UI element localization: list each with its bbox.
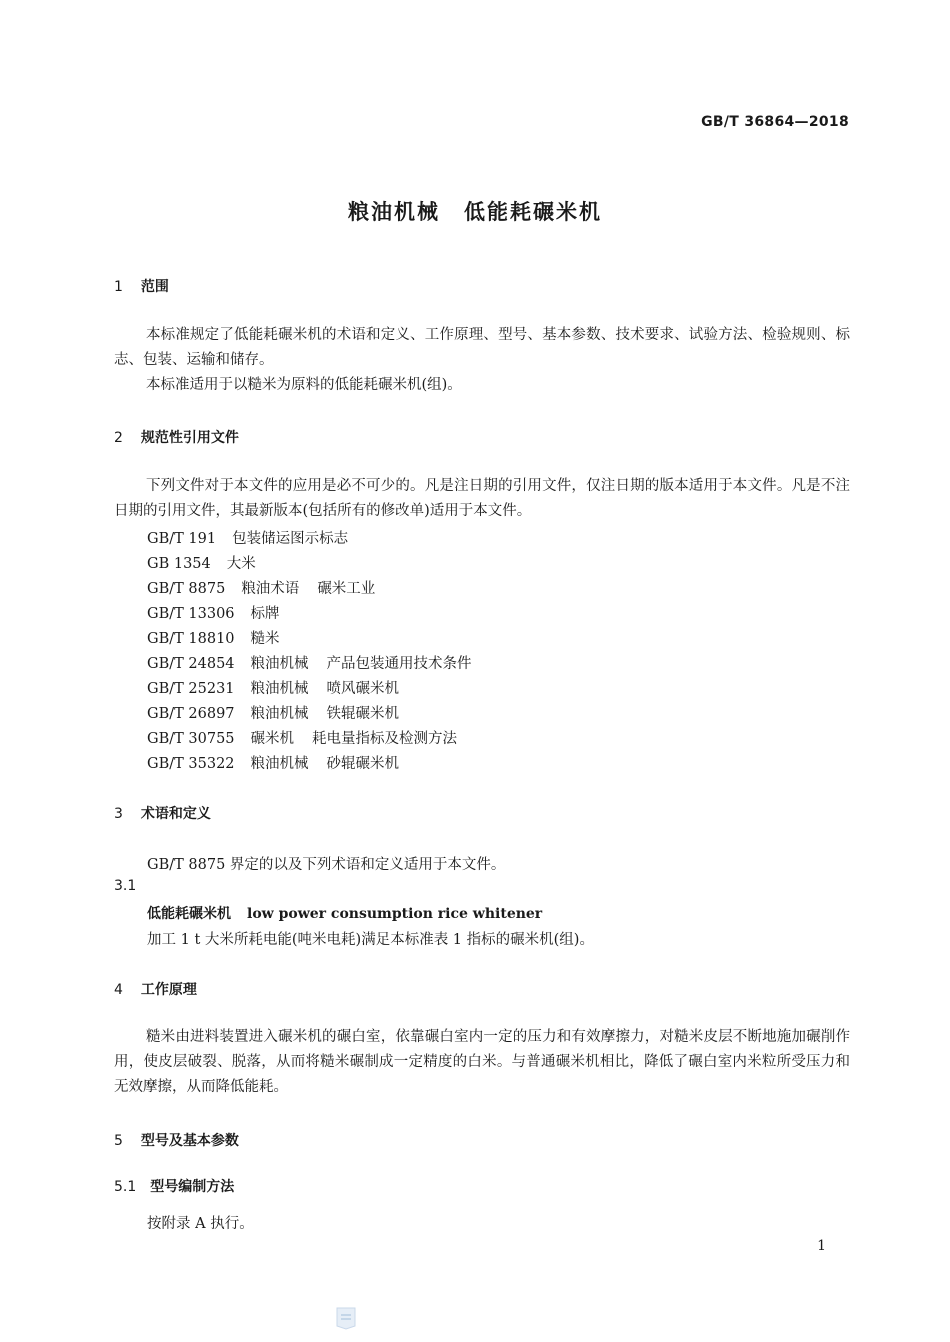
subsection-title: 型号编制方法 <box>150 1179 235 1195</box>
term-heading <box>147 903 542 923</box>
reference-code: GB/T 26897 <box>147 706 235 722</box>
reference-item <box>147 602 280 623</box>
page-number: 1 <box>817 1238 826 1254</box>
section-1-paragraph-1: 本标准规定了低能耗碾米机的术语和定义、工作原理、型号、基本参数、技术要求、试验方法、检验规则、标志、包装、运输和储存。 <box>114 327 850 368</box>
section-number: 1 <box>114 279 123 295</box>
watermark-logo-icon <box>333 1306 359 1330</box>
reference-code: GB/T 18810 <box>147 631 235 647</box>
reference-title: 粮油机械 <box>250 681 309 697</box>
reference-item <box>147 727 457 748</box>
section-3-heading <box>114 803 211 823</box>
title-part-1: 粮油机械 <box>348 200 440 224</box>
reference-code: GB/T 13306 <box>147 606 235 622</box>
reference-subtitle: 铁辊碾米机 <box>326 706 400 722</box>
reference-item <box>147 752 399 773</box>
reference-code: GB/T 191 <box>147 531 217 547</box>
subsection-5-1-heading <box>114 1176 234 1196</box>
reference-subtitle: 砂辊碾米机 <box>326 756 400 772</box>
section-title: 规范性引用文件 <box>140 430 239 446</box>
section-title: 术语和定义 <box>140 806 211 822</box>
reference-code: GB/T 24854 <box>147 656 235 672</box>
section-2-heading <box>114 427 239 447</box>
section-1-heading <box>114 276 169 296</box>
reference-subtitle: 碾米工业 <box>317 581 376 597</box>
section-title: 范围 <box>140 279 169 295</box>
reference-item <box>147 702 399 723</box>
reference-title: 粮油机械 <box>250 706 309 722</box>
term-number: 3.1 <box>114 878 137 894</box>
standard-number: GB/T 36864—2018 <box>701 114 849 130</box>
subsection-number: 5.1 <box>114 1179 137 1195</box>
section-5-heading <box>114 1130 239 1150</box>
page-title <box>0 196 950 226</box>
reference-subtitle: 产品包装通用技术条件 <box>326 656 472 672</box>
reference-item <box>147 627 280 648</box>
reference-code: GB/T 30755 <box>147 731 235 747</box>
reference-title: 糙米 <box>250 631 280 647</box>
section-title: 型号及基本参数 <box>140 1133 239 1149</box>
reference-title: 包装储运图示标志 <box>232 531 349 547</box>
section-3-paragraph-1: GB/T 8875 界定的以及下列术语和定义适用于本文件。 <box>147 857 506 873</box>
section-number: 4 <box>114 982 123 998</box>
section-number: 2 <box>114 430 123 446</box>
title-part-2: 低能耗碾米机 <box>464 200 602 224</box>
reference-item <box>147 677 399 698</box>
section-2-paragraph-1: 下列文件对于本文件的应用是必不可少的。凡是注日期的引用文件，仅注日期的版本适用于本文件。凡是不注日期的引用文件，其最新版本(包括所有的修改单)适用于本文件。 <box>114 478 850 519</box>
reference-item <box>147 527 348 548</box>
reference-code: GB/T 25231 <box>147 681 235 697</box>
reference-title: 粮油机械 <box>250 756 309 772</box>
reference-code: GB/T 35322 <box>147 756 235 772</box>
term-definition: 加工 1 t 大米所耗电能(吨米电耗)满足本标准表 1 指标的碾米机(组)。 <box>147 932 594 948</box>
reference-title: 粮油机械 <box>250 656 309 672</box>
section-4-heading <box>114 979 197 999</box>
term-english: low power consumption rice whitener <box>247 906 543 922</box>
reference-title: 大米 <box>226 556 256 572</box>
subsection-5-1-paragraph: 按附录 A 执行。 <box>147 1216 254 1232</box>
reference-code: GB/T 8875 <box>147 581 226 597</box>
reference-code: GB 1354 <box>147 556 211 572</box>
section-number: 5 <box>114 1133 123 1149</box>
reference-title: 粮油术语 <box>241 581 300 597</box>
reference-subtitle: 耗电量指标及检测方法 <box>312 731 458 747</box>
reference-item <box>147 552 256 573</box>
section-title: 工作原理 <box>140 982 197 998</box>
reference-item <box>147 652 472 673</box>
section-number: 3 <box>114 806 123 822</box>
section-1-paragraph-2: 本标准适用于以糙米为原料的低能耗碾米机(组)。 <box>146 377 462 393</box>
term-chinese: 低能耗碾米机 <box>147 906 231 922</box>
section-4-paragraph-1: 糙米由进料装置进入碾米机的碾白室，依靠碾白室内一定的压力和有效摩擦力，对糙米皮层不断地施加碾削作用，使皮层破裂、脱落，从而将糙米碾制成一定精度的白米。与普通碾米机相比，降低了碾白室内米粒所受压力和无效摩擦，从而降低能耗。 <box>114 1029 850 1095</box>
reference-subtitle: 喷风碾米机 <box>326 681 400 697</box>
reference-title: 碾米机 <box>250 731 295 747</box>
reference-title: 标牌 <box>250 606 280 622</box>
reference-item <box>147 577 375 598</box>
